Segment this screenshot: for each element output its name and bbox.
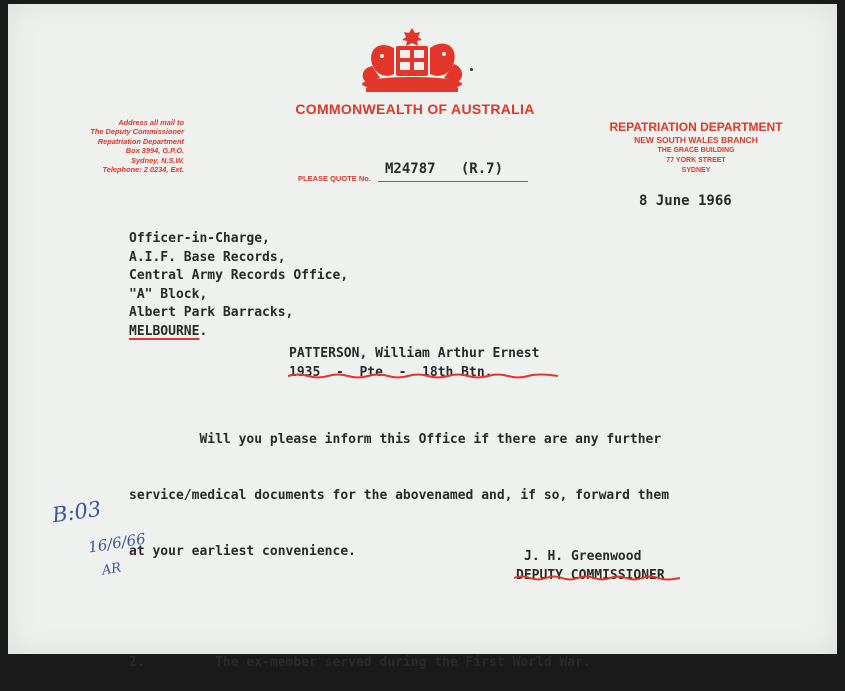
signatory-name: J. H. Greenwood [524,549,642,564]
quote-number [385,161,503,177]
building-name: THE GRACE BUILDING [657,147,735,154]
body-line: at your earliest convenience. [129,543,356,559]
handwritten-initials: AR [100,560,123,579]
body-paragraph-1 [129,394,669,691]
address-line: Sydney, N.S.W. [131,155,184,165]
recipient-city-line [129,323,348,342]
address-line: Box 3994, G.P.O. [125,146,184,156]
letter-date: 8 June 1966 [639,193,732,209]
body-line: service/medical documents for the abovenamed and, if so, forward them [129,487,670,503]
recipient-line: Albert Park Barracks, [129,305,294,321]
coat-of-arms-icon [358,26,466,96]
quote-label: PLEASE QUOTE No. [298,174,371,183]
recipient-city: MELBOURNE [129,323,200,339]
handwritten-ref: B:03 [50,496,103,528]
branch-name: NEW SOUTH WALES BRANCH [634,135,758,145]
recipient-address [129,230,348,342]
body-line: Will you please inform this Office if there are any further [129,432,662,448]
address-line: Telephone: 2 0234, Ext. [102,165,184,175]
recipient-line: Central Army Records Office, [129,268,349,284]
subject-detail: 1935 - Pte - 18th Btn. [289,364,493,380]
subject-name: PATTERSON, William Arthur Ernest [289,346,540,361]
address-line: Address all mail to [118,118,184,127]
signatory-title: DEPUTY COMMISSIONER [516,567,665,583]
quote-underline [378,181,528,182]
subject-underline [288,372,558,380]
department-block [596,120,796,176]
letterhead-title: COMMONWEALTH OF AUSTRALIA [295,101,535,117]
mailing-address [44,118,184,174]
department-name: REPATRIATION DEPARTMENT [609,120,783,134]
recipient-line: "A" Block, [129,286,208,302]
city-name: SYDNEY [681,167,711,174]
signatory-underline [514,574,680,582]
body-paragraph-2: 2. The ex-member served during the First World War. [129,654,591,670]
recipient-line: A.I.F. Base Records, [129,249,286,265]
ink-dot [470,68,473,71]
recipient-city-suffix: . [199,323,208,339]
address-line: The Deputy Commissioner [90,127,184,137]
recipient-line: Officer-in-Charge, [129,231,270,246]
street-address: 77 YORK STREET [666,157,726,164]
address-line: Repatriation Department [97,136,184,146]
handwritten-date: 16/6/66 [86,529,147,557]
quote-number-text: M24787 (R.7) [385,161,504,177]
